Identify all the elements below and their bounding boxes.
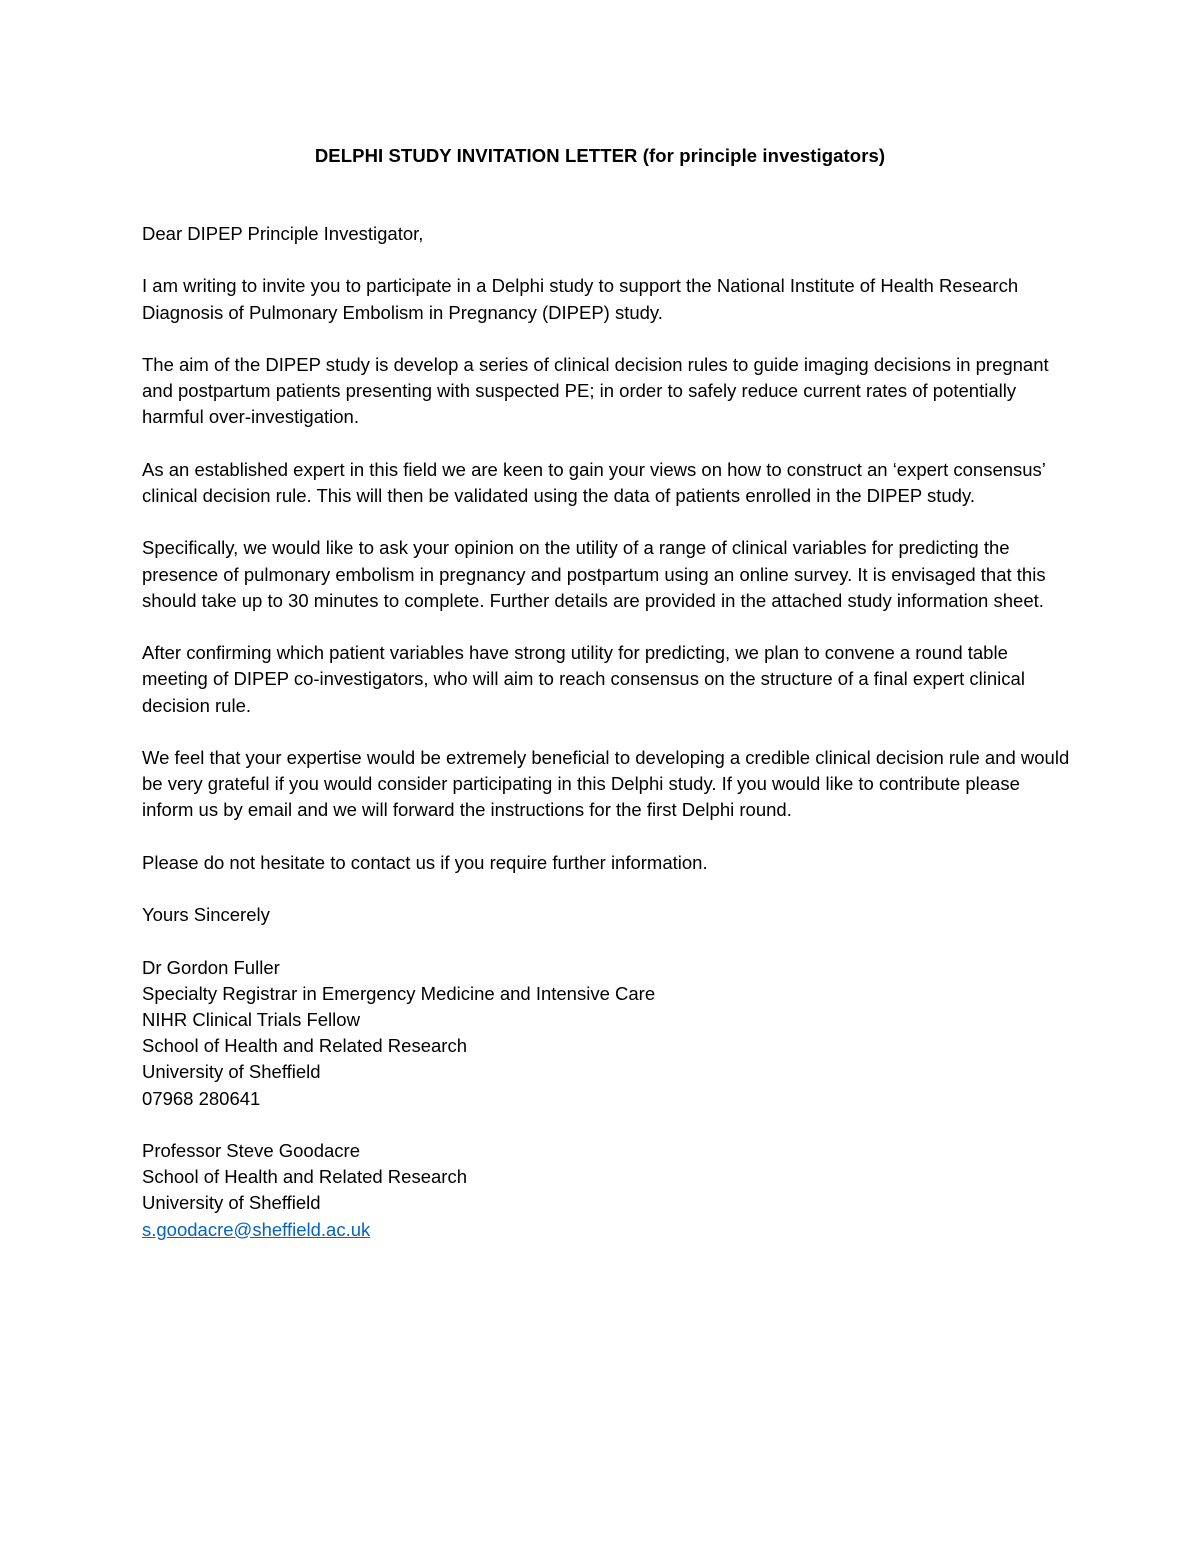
paragraph-request: Specifically, we would like to ask your opinion on the utility of a range of clinical variables for predicting the presence of pulmonary embolism in pregnancy and postpartum using an online survey. It is envisaged that this should take up to 30 minutes to complete. Further details are provided in the attached study information sheet. <box>142 537 1046 611</box>
signatory-name: Dr Gordon Fuller <box>142 956 280 978</box>
paragraph-expert: As an established expert in this field we are keen to gain your views on how to construct an ‘expert consensus’ clinical decision rule. This will then be validated using the data of patients enrolled in the DIPEP study. <box>142 458 1046 506</box>
paragraph-aim: The aim of the DIPEP study is develop a series of clinical decision rules to guide imaging decisions in pregnant and postpartum patients presenting with suspected PE; in order to safely reduce current rates of potentially harmful over-investigation. <box>142 353 1049 428</box>
email-link[interactable]: s.goodacre@sheffield.ac.uk <box>142 1218 371 1240</box>
salutation: Dear DIPEP Principle Investigator, <box>142 223 424 244</box>
letter-title: DELPHI STUDY INVITATION LETTER (for principle investigators) <box>314 145 886 166</box>
signatory-school: School of Health and Related Research <box>142 1035 467 1057</box>
signatory-school: School of Health and Related Research <box>142 1166 467 1188</box>
paragraph-round-table: After confirming which patient variables have strong utility for predicting, we plan to convene a round table meeting of DIPEP co-investigators, who will aim to reach consensus on the structure of a final expert clinical decision rule. <box>142 642 1025 716</box>
signature-block-goodacre <box>142 1138 1072 1243</box>
signatory-name: Professor Steve Goodacre <box>142 1139 360 1161</box>
paragraph-participation: We feel that your expertise would be extremely beneficial to developing a credible clinical decision rule and would be very grateful if you would consider participating in this Delphi study. If you would like to contribute please inform us by email and we will forward the instructions for the first Delphi round. <box>142 746 1070 821</box>
signature-block-fuller <box>142 955 1072 1112</box>
letter-body <box>142 221 1072 1269</box>
signatory-role: Specialty Registrar in Emergency Medicine and Intensive Care <box>142 982 656 1004</box>
signatory-phone: 07968 280641 <box>142 1087 261 1109</box>
signatory-university: University of Sheffield <box>142 1061 321 1083</box>
paragraph-contact: Please do not hesitate to contact us if you require further information. <box>142 851 708 873</box>
paragraph-intro: I am writing to invite you to participate in a Delphi study to support the National Institute of Health Research Diagnosis of Pulmonary Embolism in Pregnancy (DIPEP) study. <box>142 275 1019 323</box>
closing: Yours Sincerely <box>142 904 270 926</box>
signatory-fellowship: NIHR Clinical Trials Fellow <box>142 1008 360 1030</box>
signatory-university: University of Sheffield <box>142 1192 321 1214</box>
